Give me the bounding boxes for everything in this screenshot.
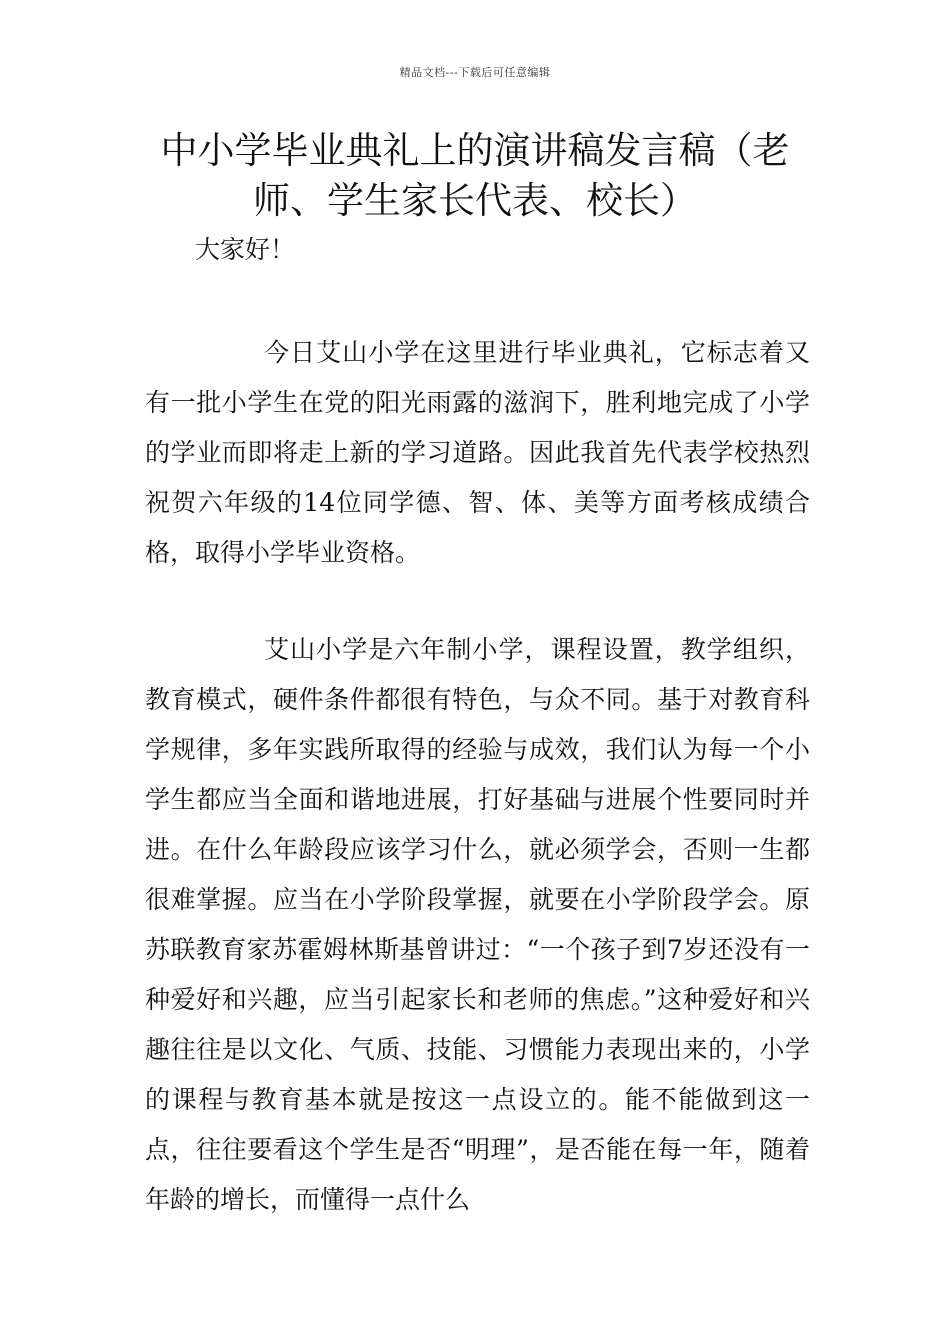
page-title: 中小学毕业典礼上的演讲稿发言稿（老师、学生家长代表、校长） [160,129,790,222]
paragraph-text: 今日艾山小学在这里进行毕业典礼，它标志着又有一批小学生在党的阳光雨露的滋润下，胜利地完成了小学的学业而即将走上新的学习道路。因此我首先代表学校热烈祝贺六年级的14位同学德、智、体、美等方面考核成绩合格，取得小学毕业资格。 [145,338,810,567]
paragraph-text: 艾山小学是六年制小学，课程设置，教学组织，教育模式，硬件条件都很有特色，与众不同。基于对教育科学规律，多年实践所取得的经验与成效，我们认为每一个小学生都应当全面和谐地进展，打好基础与进展个性要同时并进。在什么年龄段应该学习什么，就必须学会，否则一生都很难掌握。应当在小学阶段掌握，就要在小学阶段学会。原苏联教育家苏霍姆林斯基曾讲过：“一个孩子到7岁还没有一种爱好和兴趣，应当引起家长和老师的焦虑。”这种爱好和兴趣往往是以文化、气质、技能、习惯能力表现出来的，小学的课程与教育基本就是按这一点设立的。能不能做到这一点，往往要看这个学生是否“明理”，是否能在每一年，随着年龄的增长，而懂得一点什么 [145,635,810,1214]
greeting: 大家好！ [195,235,296,264]
header-note: 精品文档---下载后可任意编辑 [399,66,551,79]
body-paragraph [145,328,810,578]
body-paragraph [145,625,810,1225]
